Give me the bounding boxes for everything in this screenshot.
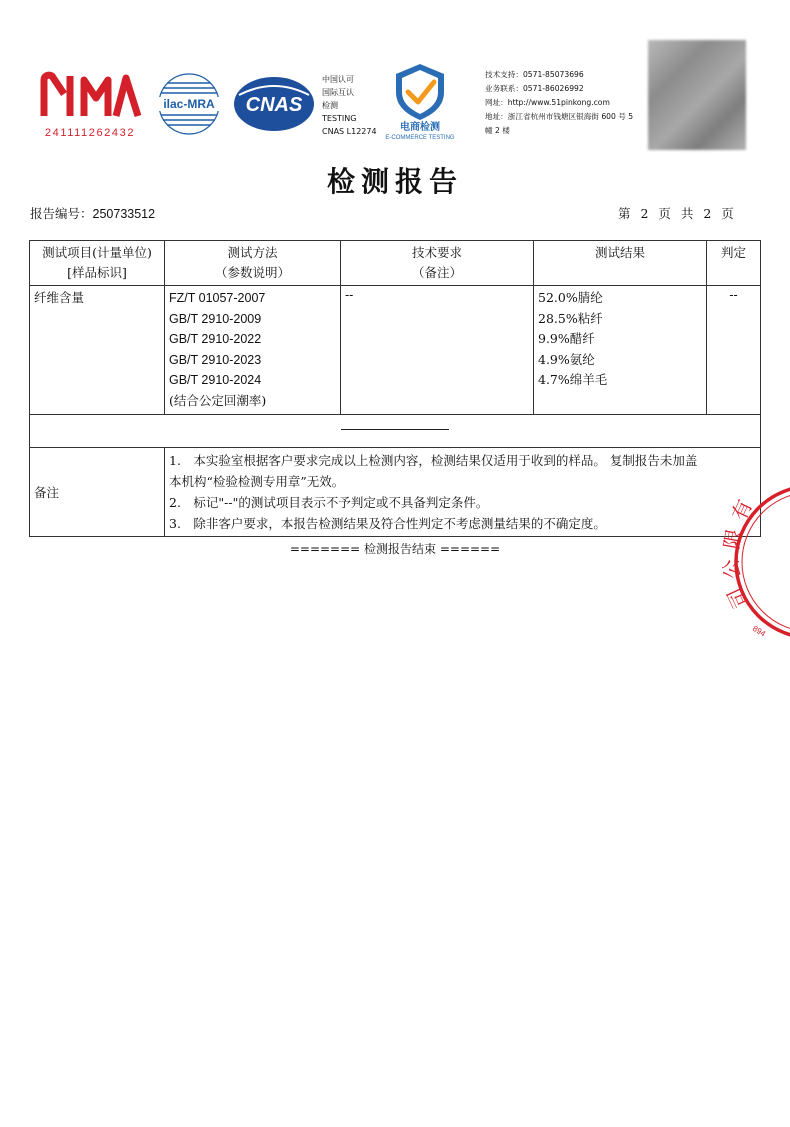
note-line: 1. 本实验室根据客户要求完成以上检测内容，检测结果仅适用于收到的样品。 复制报告未加盖 bbox=[169, 452, 698, 468]
table-header-row bbox=[30, 241, 761, 286]
ecommerce-testing-logo bbox=[378, 62, 462, 140]
page-title: 检测报告 bbox=[326, 165, 463, 198]
item-cell: 纤维含量 bbox=[30, 286, 165, 415]
separator-row bbox=[30, 414, 761, 447]
cma-number: 241111262432 bbox=[44, 127, 136, 139]
contact-line: 网址：http://www.51pinkong.com bbox=[485, 98, 610, 107]
notes-label: 备注 bbox=[30, 447, 165, 536]
contact-line: 幢 2 楼 bbox=[485, 126, 510, 135]
svg-text:司: 司 bbox=[722, 583, 753, 613]
contact-info bbox=[485, 68, 645, 138]
result-cell: 52.0%腈纶 28.5%粘纤 9.9%醋纤 4.9%氨纶 4.7%绵羊毛 bbox=[534, 286, 707, 415]
contact-line: 业务联系：0571-86026992 bbox=[485, 84, 584, 93]
header-cell-requirement: 技术要求 （备注） bbox=[341, 241, 534, 286]
accreditation-text bbox=[322, 73, 377, 138]
seal-digits: 894 bbox=[751, 623, 768, 639]
cert-line: CNAS L12274 bbox=[322, 127, 377, 136]
note-line: 3. 除非客户要求，本报告检测结果及符合性判定不考虑测量结果的不确定度。 bbox=[169, 515, 606, 531]
cnas-text: CNAS bbox=[245, 94, 303, 116]
svg-text:有: 有 bbox=[726, 495, 757, 525]
report-number-value: 250733512 bbox=[92, 207, 156, 221]
page-indicator: 第 2 页 共 2 页 bbox=[618, 206, 734, 221]
company-seal bbox=[700, 480, 790, 650]
cnas-logo bbox=[231, 75, 317, 133]
end-of-report: ======= 检测报告结束 ====== bbox=[289, 542, 501, 556]
header-cell-verdict: 判定 bbox=[707, 241, 761, 286]
ecom-en-text: E-COMMERCE TESTING bbox=[385, 135, 455, 140]
svg-text:公: 公 bbox=[718, 557, 745, 581]
cert-line: TESTING bbox=[322, 114, 357, 123]
table-row bbox=[30, 286, 761, 415]
header-cell-method: 测试方法 （参数说明） bbox=[165, 241, 341, 286]
cma-logo bbox=[38, 70, 143, 140]
results-table bbox=[29, 240, 761, 537]
note-line: 2. 标记"--"的测试项目表示不予判定或不具备判定条件。 bbox=[169, 494, 489, 510]
report-number-label: 报告编号： bbox=[30, 206, 93, 221]
ilac-mra-text: ilac-MRA bbox=[163, 97, 215, 111]
report-number bbox=[30, 204, 155, 222]
contact-line: 技术支持：0571-85073696 bbox=[485, 70, 584, 79]
svg-text:限: 限 bbox=[719, 527, 747, 551]
cert-line: 中国认可 bbox=[322, 75, 354, 84]
ilac-mra-logo bbox=[153, 72, 225, 136]
requirement-cell: -- bbox=[341, 286, 534, 415]
notes-cell bbox=[165, 447, 761, 536]
separator-line bbox=[341, 429, 449, 430]
ecom-cn-text: 电商检测 bbox=[400, 122, 440, 133]
note-line: 本机构“检验检测专用章”无效。 bbox=[169, 473, 345, 489]
notes-row bbox=[30, 447, 761, 536]
cert-line: 国际互认 bbox=[322, 88, 354, 97]
header-cell-result: 测试结果 bbox=[534, 241, 707, 286]
contact-line: 地址：浙江省杭州市钱塘区银海街 600 号 5 bbox=[485, 112, 634, 121]
method-cell: FZ/T 01057-2007 GB/T 2910-2009 GB/T 2910-2022 GB/T 2910-2023 GB/T 2910-2024 (结合公定回潮率) bbox=[165, 286, 341, 415]
blurred-qr-code bbox=[648, 40, 746, 150]
cert-line: 检测 bbox=[322, 101, 338, 110]
report-header bbox=[0, 0, 790, 150]
header-cell-item: 测试项目(计量单位) [样品标识] bbox=[30, 241, 165, 286]
verdict-cell: -- bbox=[707, 286, 761, 415]
